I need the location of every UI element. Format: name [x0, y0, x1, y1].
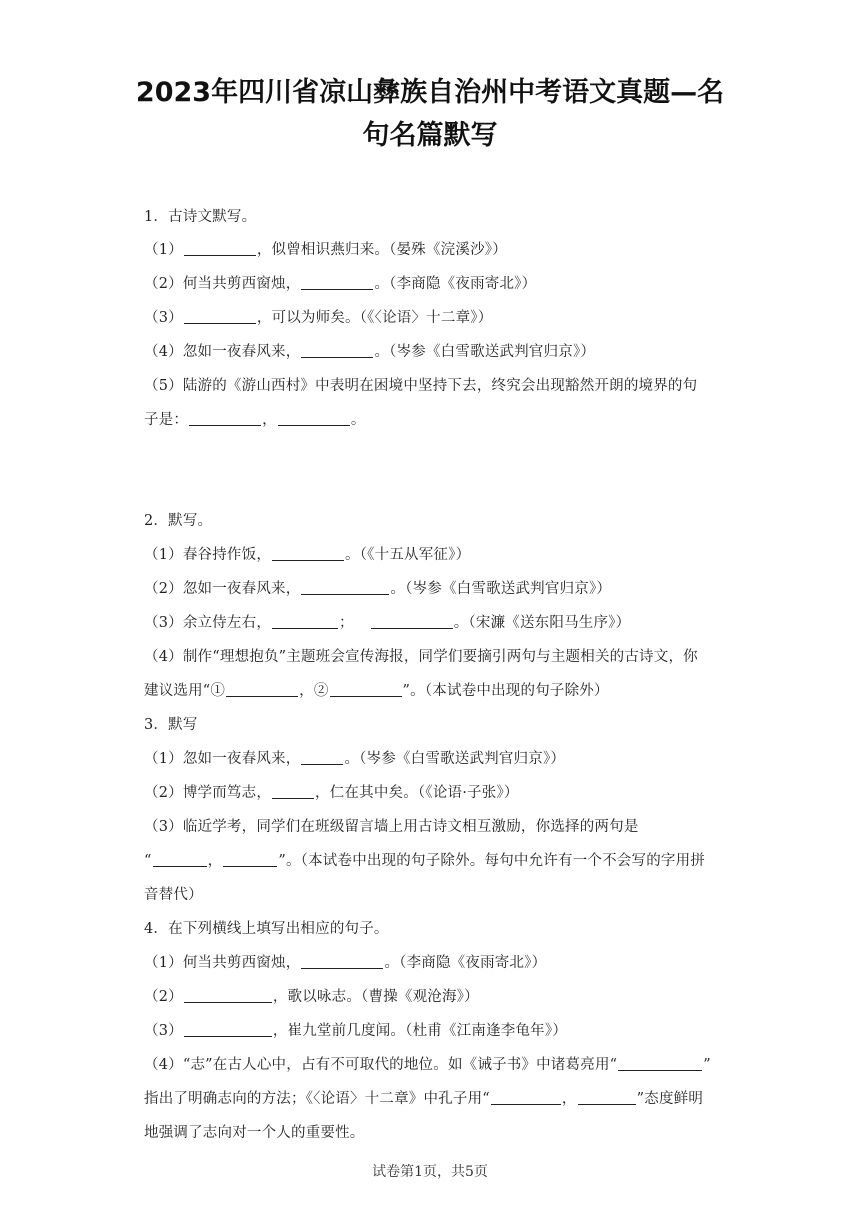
q3-item-3-line1: （3）临近学考，同学们在班级留言墙上用古诗文相互激励，你选择的两句是: [144, 819, 639, 835]
answer-blank[interactable]: [189, 411, 261, 426]
q3-item-2: （2）博学而笃志， ，仁在其中矣。（《论语·子张》）: [144, 785, 519, 801]
answer-blank[interactable]: [226, 682, 298, 697]
q4-item-4-line3: 地强调了志向对一个人的重要性。: [144, 1125, 365, 1141]
q3-item-1: （1）忽如一夜春风来， 。（岑参《白雪歌送武判官归京》）: [144, 751, 566, 767]
q4-item-2: （2） ，歌以咏志。（曹操《观沧海》）: [144, 989, 479, 1005]
q4-heading: 4．在下列横线上填写出相应的句子。: [144, 921, 389, 937]
q1-item-5-line2: 子是： ， 。: [144, 412, 366, 428]
q1-item-5-line1: （5）陆游的《游山西村》中表明在困境中坚持下去，终究会出现豁然开朗的境界的句: [144, 378, 698, 394]
answer-blank[interactable]: [153, 852, 207, 867]
answer-blank[interactable]: [223, 852, 277, 867]
answer-blank[interactable]: [301, 343, 373, 358]
answer-blank[interactable]: [184, 309, 256, 324]
answer-blank[interactable]: [618, 1056, 702, 1071]
answer-blank[interactable]: [272, 546, 344, 561]
answer-blank[interactable]: [301, 580, 389, 595]
answer-blank[interactable]: [184, 988, 272, 1003]
q1-item-4: （4）忽如一夜春风来， 。（岑参《白雪歌送武判官归京》）: [144, 344, 596, 360]
q2-item-1: （1）春谷持作饭， 。（《十五从军征》）: [144, 547, 471, 563]
q1-item-3: （3） ，可以为师矣。（《〈论语〉十二章》）: [144, 310, 493, 326]
answer-blank[interactable]: [278, 411, 350, 426]
answer-blank[interactable]: [272, 614, 338, 629]
answer-blank[interactable]: [301, 275, 373, 290]
q2-item-4-line1: （4）制作“理想抱负”主题班会宣传海报，同学们要摘引两句与主题相关的古诗文，你: [144, 649, 698, 665]
q1-item-1: （1） ，似曾相识燕归来。（晏殊《浣溪沙》）: [144, 242, 507, 258]
document-title-line2: 句名篇默写: [362, 120, 498, 151]
answer-blank[interactable]: [184, 1022, 272, 1037]
q3-heading: 3．默写: [144, 717, 198, 733]
q4-item-3: （3） ，崔九堂前几度闻。（杜甫《江南逢李龟年》）: [144, 1023, 568, 1039]
q3-item-3-line3: 音替代）: [144, 887, 203, 903]
q2-heading: 2．默写。: [144, 513, 213, 529]
answer-blank[interactable]: [272, 784, 314, 799]
q4-item-4-line1: （4）“志”在古人心中，占有不可取代的地位。如《诫子书》中诸葛亮用“ ”: [144, 1057, 711, 1073]
answer-blank[interactable]: [578, 1090, 636, 1105]
answer-blank[interactable]: [301, 954, 383, 969]
q3-item-3-line2: “ ， ”。（本试卷中出现的句子除外。每句中允许有一个不会写的字用拼: [144, 853, 705, 869]
q1-heading: 1．古诗文默写。: [144, 209, 257, 225]
q4-item-4-line2: 指出了明确志向的方法；《〈论语〉十二章》中孔子用“ ， ”态度鲜明: [144, 1091, 704, 1107]
q2-item-2: （2）忽如一夜春风来， 。（岑参《白雪歌送武判官归京》）: [144, 581, 612, 597]
answer-blank[interactable]: [301, 750, 343, 765]
q1-item-2: （2）何当共剪西窗烛， 。（李商隐《夜雨寄北》）: [144, 276, 537, 292]
document-title-line1: 2023年四川省凉山彝族自治州中考语文真题—名: [135, 77, 725, 108]
q4-item-1: （1）何当共剪西窗烛， 。（李商隐《夜雨寄北》）: [144, 955, 547, 971]
q2-item-4-line2: 建议选用“① ，② ”。（本试卷中出现的句子除外）: [144, 683, 609, 699]
q2-item-3: （3）余立侍左右， ； 。（宋濂《送东阳马生序》）: [144, 615, 631, 631]
answer-blank[interactable]: [184, 241, 256, 256]
page-footer: 试卷第1页，共5页: [372, 1164, 488, 1180]
answer-blank[interactable]: [330, 682, 402, 697]
answer-blank[interactable]: [371, 614, 453, 629]
answer-blank[interactable]: [491, 1090, 561, 1105]
